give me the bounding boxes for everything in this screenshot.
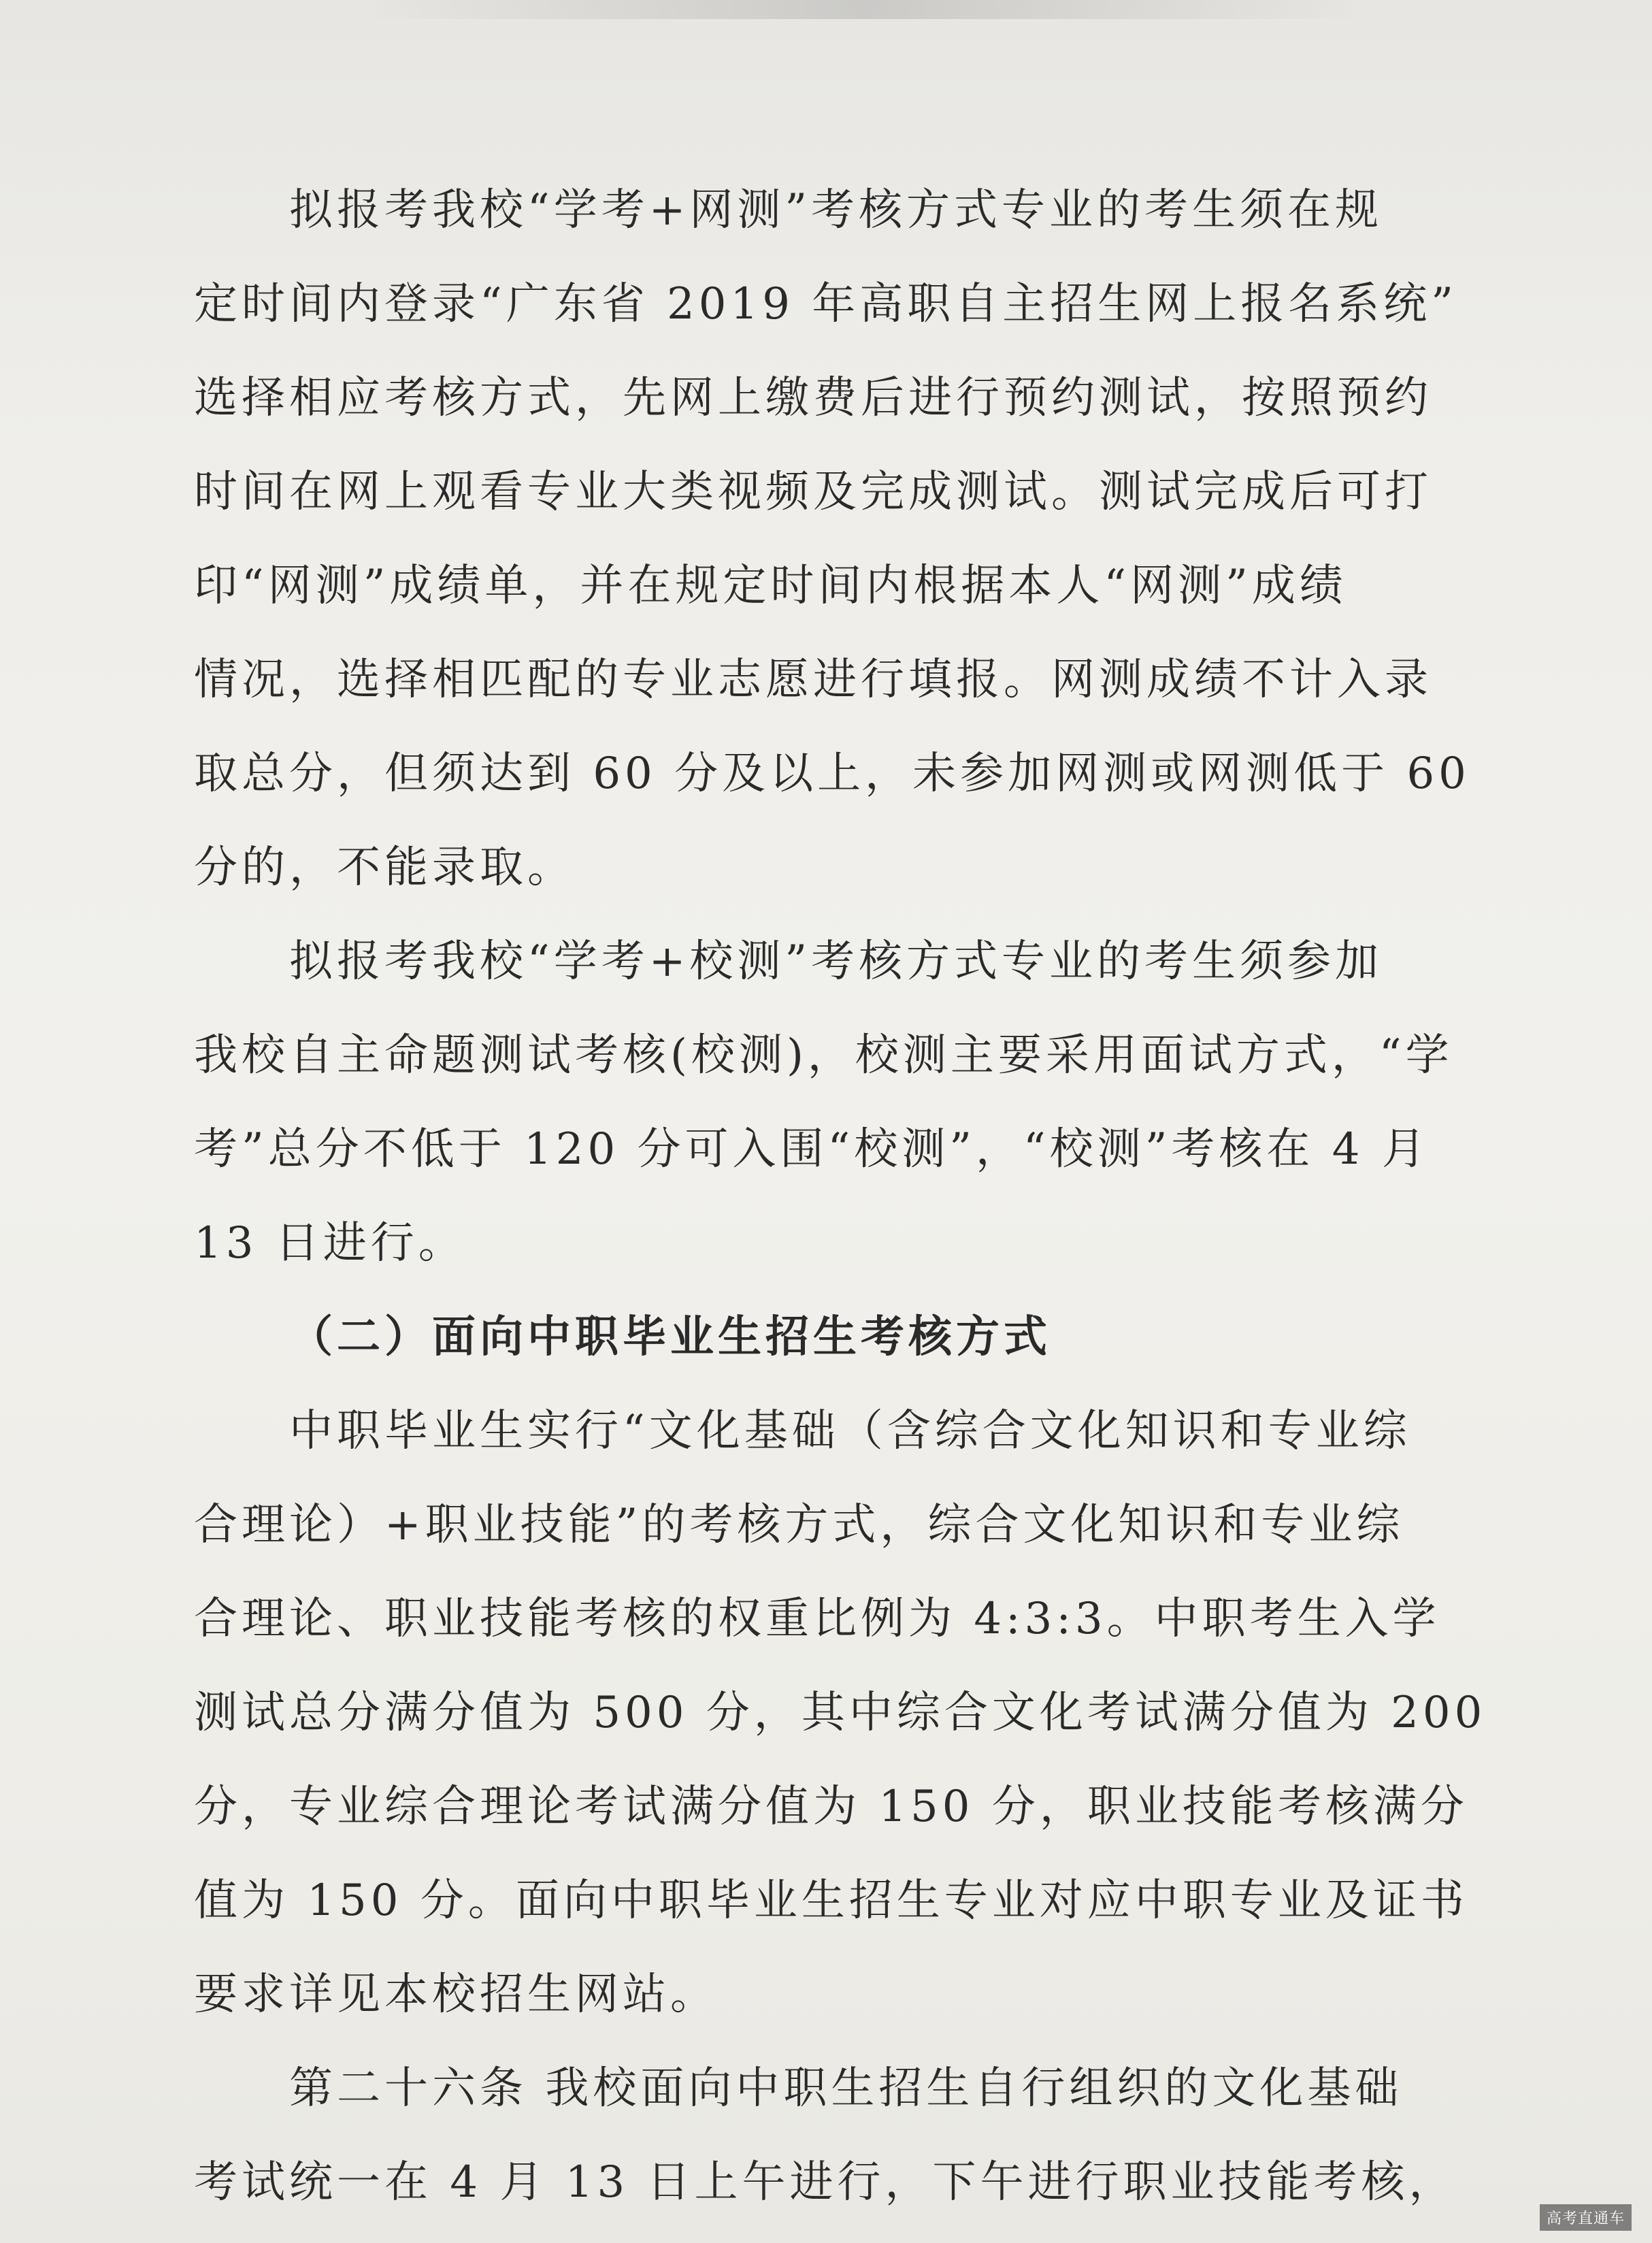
paragraph-line: 合理论）+职业技能”的考核方式，综合文化知识和专业综	[194, 1500, 1404, 1550]
paragraph-line: 取总分，但须达到 60 分及以上，未参加网测或网测低于 60	[194, 749, 1470, 799]
paragraph-line: 拟报考我校“学考+网测”考核方式专业的考生须在规	[289, 185, 1383, 235]
paragraph-line: 要求详见本校招生网站。	[194, 1969, 718, 2020]
watermark-label: 高考直通车	[1540, 2204, 1632, 2231]
section-heading: （二）面向中职毕业生招生考核方式	[289, 1311, 1051, 1362]
document-body	[194, 163, 1487, 2229]
paragraph-line: 印“网测”成绩单，并在规定时间内根据本人“网测”成绩	[194, 561, 1347, 611]
paragraph-line: 值为 150 分。面向中职毕业生招生专业对应中职专业及证书	[194, 1876, 1468, 1926]
paragraph-line: 中职毕业生实行“文化基础（含综合文化知识和专业综	[289, 1406, 1411, 1456]
article-line: 第二十六条 我校面向中职生招生自行组织的文化基础	[289, 2063, 1403, 2114]
paragraph-line: 定时间内登录“广东省 2019 年高职自主招生网上报名系统”	[194, 279, 1457, 329]
paragraph-line: 测试总分满分值为 500 分，其中综合文化考试满分值为 200	[194, 1688, 1487, 1738]
paragraph-line: 合理论、职业技能考核的权重比例为 4:3:3。中职考生入学	[194, 1594, 1440, 1644]
paragraph-line: 考”总分不低于 120 分可入围“校测”，“校测”考核在 4 月	[194, 1124, 1430, 1175]
paragraph-line: 分的，不能录取。	[194, 842, 575, 893]
paragraph-line: 我校自主命题测试考核(校测)，校测主要采用面试方式，“学	[194, 1030, 1453, 1081]
paragraph-line: 考试统一在 4 月 13 日上午进行，下午进行职业技能考核，	[194, 2157, 1457, 2208]
paragraph-line: 分，专业综合理论考试满分值为 150 分，职业技能考核满分	[194, 1782, 1468, 1832]
paragraph-line: 选择相应考核方式，先网上缴费后进行预约测试，按照预约	[194, 373, 1432, 423]
paragraph-line: 拟报考我校“学考+校测”考核方式专业的考生须参加	[289, 936, 1383, 987]
top-bleed-through	[354, 0, 1374, 19]
paragraph-line: 时间在网上观看专业大类视频及完成测试。测试完成后可打	[194, 467, 1432, 517]
paragraph-line: 情况，选择相匹配的专业志愿进行填报。网测成绩不计入录	[194, 655, 1432, 705]
paragraph-line: 13 日进行。	[194, 1218, 466, 1268]
